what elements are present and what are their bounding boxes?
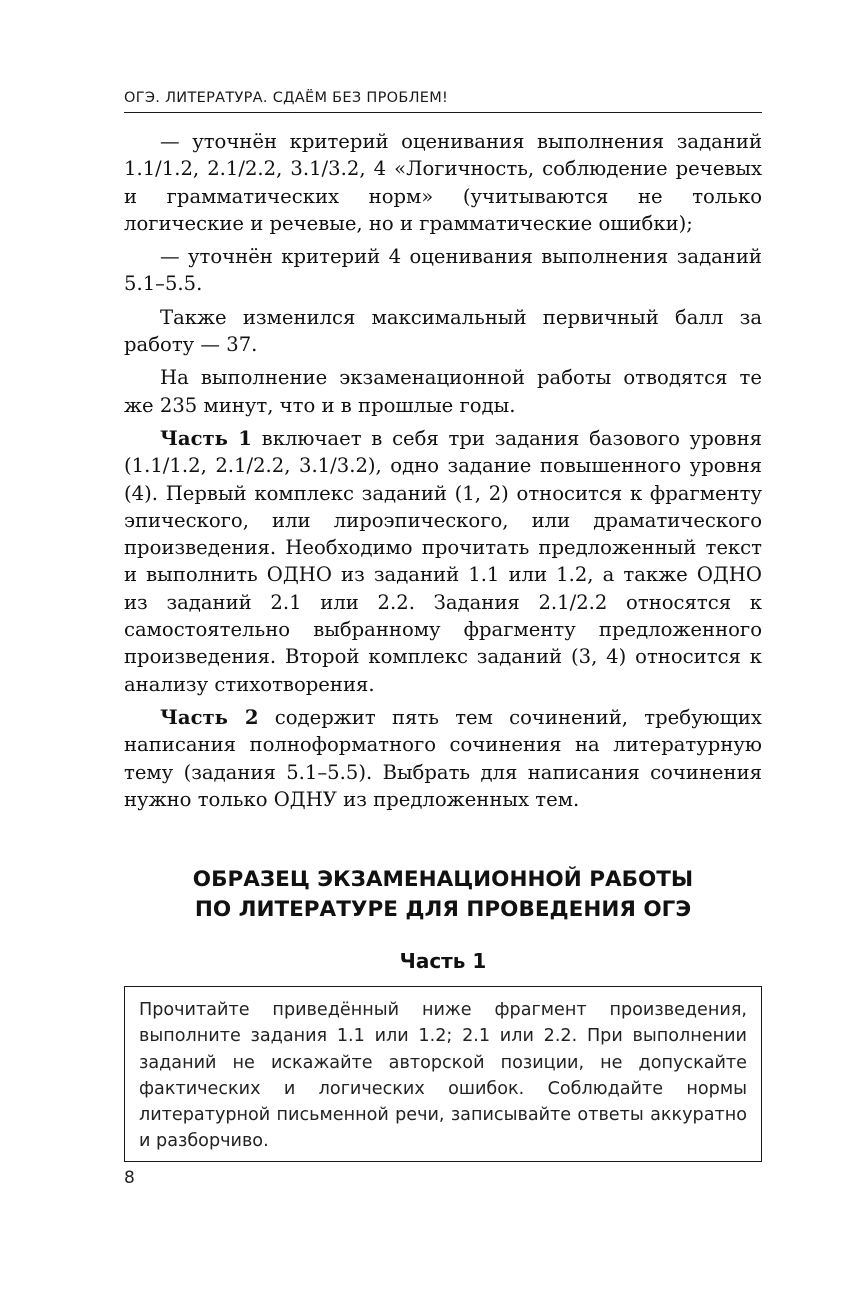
paragraph-criterion-2: — уточнён критерий 4 оценивания выполнения заданий 5.1–5.5. [124, 245, 762, 296]
paragraph-part-2 [124, 704, 762, 813]
section-title [124, 865, 762, 925]
section-title-line-1: ОБРАЗЕЦ ЭКЗАМЕНАЦИОННОЙ РАБОТЫ [192, 867, 694, 892]
page-number: 8 [124, 1168, 135, 1188]
paragraph-part-1 [124, 425, 762, 698]
running-header: ОГЭ. ЛИТЕРАТУРА. СДАЁМ БЕЗ ПРОБЛЕМ! [124, 90, 762, 113]
paragraph-duration: На выполнение экзаменационной работы отводятся те же 235 минут, что и в прошлые годы. [124, 366, 762, 417]
part-1-label: Часть 1 [160, 426, 252, 450]
section-title-line-2: ПО ЛИТЕРАТУРЕ ДЛЯ ПРОВЕДЕНИЯ ОГЭ [194, 897, 692, 922]
paragraph-criterion-1: — уточнён критерий оценивания выполнения заданий 1.1/1.2, 2.1/2.2, 3.1/3.2, 4 «Логичность, соблюдение речевых и грамматических норм» (учитываются не только логические и речевые, но и грамматические ошибки); [124, 130, 762, 235]
instruction-box: Прочитайте приведённый ниже фрагмент произведения, выполните задания 1.1 или 1.2; 2.1 или 2.2. При выполнении заданий не искажайте авторской позиции, не допускайте фактических и логических ошибок. Соблюдайте нормы литературной письменной речи, записывайте ответы аккуратно и разборчиво. [124, 986, 762, 1162]
part-title: Часть 1 [399, 949, 487, 973]
part-2-label: Часть 2 [160, 705, 259, 729]
part-2-description: содержит пять тем сочинений, требующих написания полноформатного сочинения на литературную тему (задания 5.1–5.5). Выбрать для написания сочинения нужно только ОДНУ из предложенных тем. [124, 705, 762, 811]
part-1-description: включает в себя три задания базового уровня (1.1/1.2, 2.1/2.2, 3.1/3.2), одно задание повышенного уровня (4). Первый комплекс заданий (1, 2) относится к фрагменту эпического, или лироэпического, или драматического произведения. Необходимо прочитать предложенный текст и выполнить ОДНО из заданий 1.1 или 1.2, а также ОДНО из заданий 2.1 или 2.2. Задания 2.1/2.2 относятся к самостоятельно выбранному фрагменту предложенного произведения. Второй комплекс заданий (3, 4) относится к анализу стихотворения. [124, 426, 762, 696]
paragraph-max-score: Также изменился максимальный первичный балл за работу — 37. [124, 305, 762, 357]
body-text [124, 128, 762, 813]
